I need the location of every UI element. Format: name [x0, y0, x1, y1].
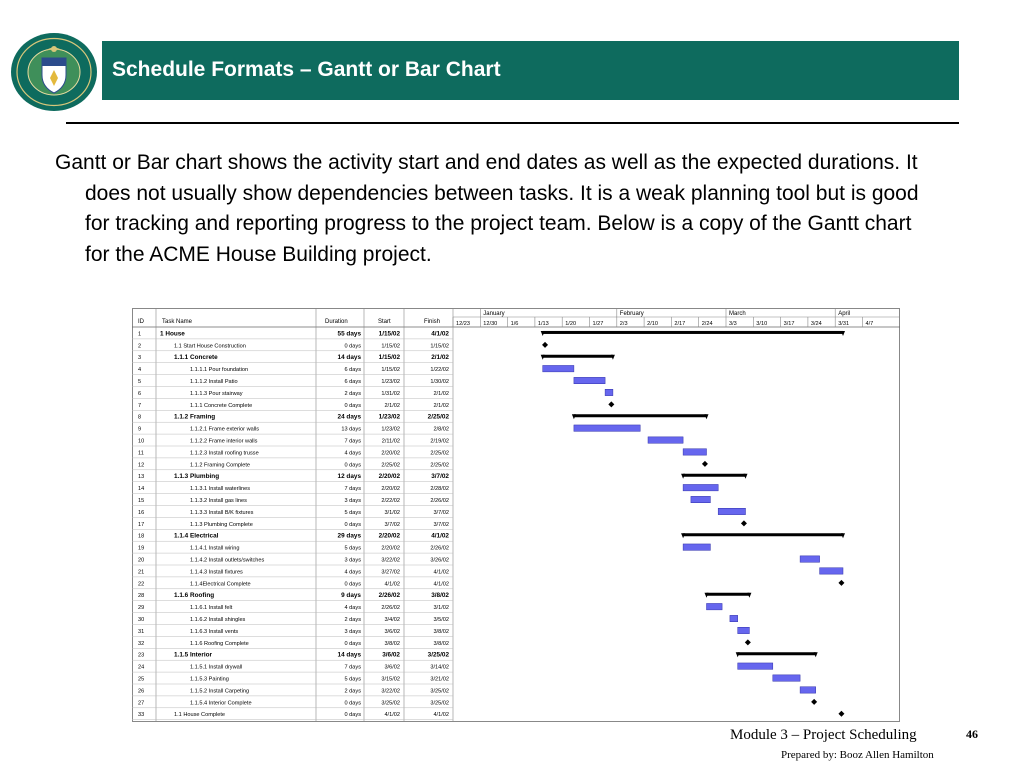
row-task-name: 1.1.5.4 Interior Complete — [190, 700, 252, 707]
row-start: 3/6/02 — [384, 664, 400, 671]
row-duration: 5 days — [344, 545, 361, 552]
department-of-energy-seal-logo — [9, 31, 99, 113]
row-finish: 3/8/02 — [431, 592, 449, 600]
row-task-name: 1.1.1.3 Pour stairway — [190, 390, 243, 397]
row-duration: 24 days — [337, 413, 361, 421]
row-finish: 3/14/02 — [430, 664, 449, 671]
row-id: 2 — [138, 343, 142, 350]
row-finish: 2/8/02 — [433, 426, 449, 433]
row-id: 8 — [138, 414, 142, 421]
title-bar — [102, 41, 959, 100]
row-duration: 0 days — [344, 343, 361, 350]
row-id: 20 — [138, 557, 145, 564]
summary-bar — [707, 593, 750, 596]
row-duration: 5 days — [344, 676, 361, 683]
row-finish: 2/25/02 — [430, 462, 449, 469]
row-start: 2/1/02 — [384, 402, 400, 409]
row-finish: 3/7/02 — [433, 521, 449, 528]
row-id: 22 — [138, 581, 145, 588]
task-bar — [738, 663, 773, 669]
row-duration: 2 days — [344, 688, 361, 695]
gantt-chart — [132, 308, 900, 722]
row-task-name: 1.1.5.3 Painting — [190, 676, 229, 683]
week-label: 12/23 — [456, 321, 470, 327]
row-id: 12 — [138, 462, 145, 469]
row-start: 2/20/02 — [378, 473, 400, 481]
row-id: 31 — [138, 628, 145, 635]
month-label: April — [838, 311, 851, 317]
month-label: February — [619, 311, 644, 317]
week-label: 3/3 — [729, 321, 737, 327]
row-task-name: 1.1 Start House Construction — [174, 343, 246, 350]
row-duration: 6 days — [344, 379, 361, 385]
summary-bar — [574, 414, 707, 417]
task-bar — [543, 365, 574, 371]
row-start: 2/11/02 — [381, 438, 400, 445]
week-label: 12/30 — [483, 321, 498, 327]
row-finish: 2/25/02 — [430, 450, 449, 457]
row-id: 13 — [138, 474, 145, 481]
row-start: 1/23/02 — [378, 413, 400, 421]
row-id: 4 — [138, 367, 142, 374]
row-duration: 0 days — [344, 581, 361, 588]
row-duration: 12 days — [337, 473, 361, 481]
row-duration: 3 days — [344, 628, 361, 635]
row-start: 1/23/02 — [381, 379, 400, 385]
row-start: 3/22/02 — [381, 557, 400, 564]
row-id: 11 — [138, 450, 144, 457]
row-task-name: 1.1.1 Concrete Complete — [190, 402, 253, 409]
row-task-name: 1.1.6.1 Install felt — [190, 605, 233, 612]
row-start: 4/1/02 — [384, 712, 400, 719]
row-finish: 4/1/02 — [433, 712, 449, 719]
row-task-name: 1.1.6.3 Install vents — [190, 628, 239, 635]
row-id: 6 — [138, 390, 142, 397]
row-start: 2/20/02 — [378, 532, 400, 540]
week-label: 3/31 — [838, 321, 850, 327]
task-bar — [718, 508, 745, 514]
month-label: March — [729, 311, 746, 317]
row-start: 3/22/02 — [381, 688, 400, 695]
week-label: 3/24 — [810, 321, 822, 327]
month-label: January — [483, 311, 505, 317]
row-task-name: 1.1.6.2 Install shingles — [190, 617, 246, 623]
row-start: 3/15/02 — [381, 676, 400, 683]
row-start: 3/7/02 — [384, 521, 400, 528]
task-bar — [730, 615, 738, 621]
row-duration: 55 days — [337, 330, 361, 338]
row-finish: 3/25/02 — [427, 651, 449, 659]
row-finish: 2/1/02 — [433, 402, 449, 409]
row-finish: 3/5/02 — [433, 617, 449, 623]
page-number: 46 — [966, 727, 978, 741]
row-id: 19 — [138, 545, 145, 552]
row-start: 2/20/02 — [381, 545, 400, 552]
slide-body-text: Gantt or Bar chart shows the activity start and end dates as well as the expected durations. It does not usually show dependencies between tasks. It is a weak planning tool but is good for tracking and reporting progress to the project team. Below is a copy of the Gantt chart for the ACME House Building project. — [55, 151, 919, 266]
row-finish: 3/25/02 — [430, 688, 449, 695]
row-finish: 1/30/02 — [430, 379, 449, 385]
row-finish: 3/8/02 — [433, 628, 449, 635]
row-duration: 14 days — [337, 354, 361, 362]
row-start: 1/23/02 — [381, 426, 400, 433]
row-finish: 2/25/02 — [427, 413, 449, 421]
footer-module-label: Module 3 – Project Scheduling — [730, 727, 917, 743]
column-header-task-name: Task Name — [162, 319, 193, 325]
row-duration: 4 days — [344, 605, 361, 612]
row-duration: 7 days — [344, 486, 361, 493]
row-start: 3/4/02 — [384, 617, 400, 623]
row-id: 33 — [138, 712, 145, 719]
slide-title: Schedule Formats – Gantt or Bar Chart — [112, 58, 501, 81]
row-finish: 1/15/02 — [430, 343, 449, 350]
row-finish: 3/1/02 — [433, 605, 449, 612]
row-id: 23 — [138, 652, 145, 659]
summary-bar — [543, 331, 843, 334]
task-bar — [574, 377, 605, 383]
task-bar — [820, 568, 843, 574]
row-task-name: 1.1.5.2 Install Carpeting — [190, 688, 250, 695]
row-start: 1/15/02 — [378, 354, 400, 362]
task-bar — [683, 484, 718, 490]
task-bar — [648, 437, 683, 443]
task-bar — [691, 496, 711, 502]
row-start: 3/8/02 — [384, 640, 400, 647]
column-header-start: Start — [378, 319, 391, 325]
row-start: 2/26/02 — [381, 605, 400, 612]
row-duration: 6 days — [344, 367, 361, 374]
row-task-name: 1.1.4 Electrical — [174, 532, 219, 540]
week-label: 1/13 — [537, 321, 549, 327]
week-label: 1/6 — [510, 321, 519, 327]
row-task-name: 1.1.2.3 Install roofing trusse — [190, 450, 259, 457]
row-task-name: 1.1.5 Interior — [174, 651, 213, 659]
row-id: 28 — [138, 593, 145, 600]
row-task-name: 1.1.2 Framing Complete — [190, 462, 251, 469]
row-start: 2/26/02 — [378, 592, 400, 600]
row-finish: 4/1/02 — [431, 330, 449, 338]
row-id: 5 — [138, 379, 142, 385]
row-id: 32 — [138, 640, 145, 647]
row-task-name: 1.1.5.1 Install drywall — [190, 664, 243, 671]
row-id: 27 — [138, 700, 145, 707]
row-start: 2/20/02 — [381, 486, 400, 493]
summary-bar — [543, 355, 613, 358]
row-duration: 29 days — [337, 532, 361, 540]
footer-prepared-by: Prepared by: Booz Allen Hamilton — [781, 749, 934, 761]
row-task-name: 1.1.3 Plumbing Complete — [190, 521, 253, 528]
row-duration: 7 days — [344, 664, 361, 671]
row-duration: 7 days — [344, 438, 361, 445]
row-finish: 3/7/02 — [433, 509, 449, 516]
row-task-name: 1.1.4Electrical Complete — [190, 581, 251, 588]
row-id: 21 — [138, 569, 145, 576]
week-label: 2/17 — [674, 321, 686, 327]
task-bar — [800, 687, 816, 693]
row-task-name: 1.1.2.1 Frame exterior walls — [190, 426, 260, 433]
row-start: 3/6/02 — [382, 651, 400, 659]
row-id: 24 — [138, 664, 145, 671]
row-finish: 2/1/02 — [433, 390, 449, 397]
column-header-duration: Duration — [325, 319, 348, 325]
row-task-name: 1.1 House Complete — [174, 712, 225, 719]
row-duration: 13 days — [341, 426, 361, 433]
row-finish: 2/28/02 — [430, 486, 449, 493]
row-id: 25 — [138, 676, 145, 683]
row-finish: 3/21/02 — [430, 676, 449, 683]
row-task-name: 1.1.3.3 Install B/K fixtures — [190, 509, 254, 516]
row-id: 29 — [138, 605, 145, 612]
row-id: 30 — [138, 617, 145, 623]
week-label: 1/20 — [565, 321, 577, 327]
row-finish: 1/22/02 — [430, 367, 449, 374]
row-duration: 2 days — [344, 390, 361, 397]
summary-bar — [738, 652, 816, 655]
row-task-name: 1.1.2 Framing — [174, 413, 216, 421]
row-finish: 3/26/02 — [430, 557, 449, 564]
row-duration: 3 days — [344, 557, 361, 564]
row-id: 26 — [138, 688, 145, 695]
task-bar — [574, 425, 640, 431]
row-duration: 4 days — [344, 450, 361, 457]
task-bar — [773, 675, 800, 681]
row-start: 2/20/02 — [381, 450, 400, 457]
row-duration: 14 days — [337, 651, 361, 659]
row-duration: 0 days — [344, 640, 361, 647]
row-finish: 4/1/02 — [433, 569, 449, 576]
row-finish: 4/1/02 — [431, 532, 449, 540]
task-bar — [738, 627, 750, 633]
row-finish: 4/1/02 — [433, 581, 449, 588]
summary-bar — [683, 533, 843, 536]
row-task-name: 1 House — [160, 330, 185, 338]
task-bar — [800, 556, 820, 562]
row-start: 3/27/02 — [381, 569, 400, 576]
row-duration: 0 days — [344, 700, 361, 707]
column-header-finish: Finish — [424, 319, 441, 325]
week-label: 4/7 — [865, 321, 874, 327]
row-duration: 0 days — [344, 402, 361, 409]
row-id: 9 — [138, 426, 142, 433]
week-label: 3/10 — [756, 321, 768, 327]
week-label: 2/24 — [701, 321, 713, 327]
row-task-name: 1.1.4.1 Install wiring — [190, 545, 240, 552]
row-task-name: 1.1.6 Roofing — [174, 592, 215, 600]
row-duration: 2 days — [344, 617, 361, 623]
row-start: 3/1/02 — [384, 509, 400, 516]
row-id: 14 — [138, 486, 145, 493]
summary-bar — [683, 474, 745, 477]
row-duration: 0 days — [344, 712, 361, 719]
row-task-name: 1.1.3.2 Install gas lines — [190, 498, 247, 504]
row-finish: 2/26/02 — [430, 545, 449, 552]
row-start: 3/25/02 — [381, 700, 400, 707]
row-start: 1/31/02 — [381, 390, 400, 397]
row-task-name: 1.1.1.2 Install Patio — [190, 379, 238, 385]
task-bar — [605, 389, 613, 395]
row-duration: 3 days — [344, 498, 361, 504]
row-id: 18 — [138, 533, 145, 540]
row-duration: 4 days — [344, 569, 361, 576]
row-id: 3 — [138, 355, 142, 362]
week-label: 1/27 — [592, 321, 604, 327]
row-start: 4/1/02 — [384, 581, 400, 588]
row-task-name: 1.1.1 Concrete — [174, 354, 218, 362]
row-id: 17 — [138, 521, 145, 528]
row-start: 1/15/02 — [378, 330, 400, 338]
week-label: 3/17 — [783, 321, 795, 327]
row-task-name: 1.1.1.1 Pour foundation — [190, 367, 249, 374]
row-task-name: 1.1.4.3 Install fixtures — [190, 569, 243, 576]
task-bar — [683, 544, 710, 550]
row-task-name: 1.1.6 Roofing Complete — [190, 640, 249, 647]
column-header-id: ID — [138, 319, 144, 325]
row-task-name: 1.1.2.2 Frame interior walls — [190, 438, 258, 445]
row-id: 16 — [138, 509, 145, 516]
row-finish: 2/19/02 — [430, 438, 449, 445]
row-task-name: 1.1.3 Plumbing — [174, 473, 220, 481]
row-id: 15 — [138, 498, 145, 504]
row-finish: 3/7/02 — [431, 473, 449, 481]
row-start: 1/15/02 — [381, 367, 400, 374]
row-id: 10 — [138, 438, 145, 445]
week-label: 2/10 — [647, 321, 658, 327]
row-finish: 2/1/02 — [431, 354, 449, 362]
row-finish: 3/8/02 — [433, 640, 449, 647]
row-duration: 9 days — [341, 592, 361, 600]
row-duration: 0 days — [344, 521, 361, 528]
title-divider — [66, 122, 959, 124]
row-start: 2/25/02 — [381, 462, 400, 469]
row-start: 1/15/02 — [381, 343, 400, 350]
task-bar — [707, 603, 723, 609]
row-duration: 5 days — [344, 509, 361, 516]
row-finish: 3/25/02 — [430, 700, 449, 707]
row-id: 1 — [138, 331, 142, 338]
row-task-name: 1.1.3.1 Install waterlines — [190, 486, 251, 493]
row-start: 3/6/02 — [384, 628, 400, 635]
row-finish: 2/26/02 — [430, 498, 449, 504]
week-label: 2/3 — [619, 321, 628, 327]
row-start: 2/22/02 — [381, 498, 400, 504]
row-task-name: 1.1.4.2 Install outlets/switches — [190, 557, 265, 564]
task-bar — [683, 449, 706, 455]
row-id: 7 — [138, 402, 142, 409]
row-duration: 0 days — [344, 462, 361, 469]
